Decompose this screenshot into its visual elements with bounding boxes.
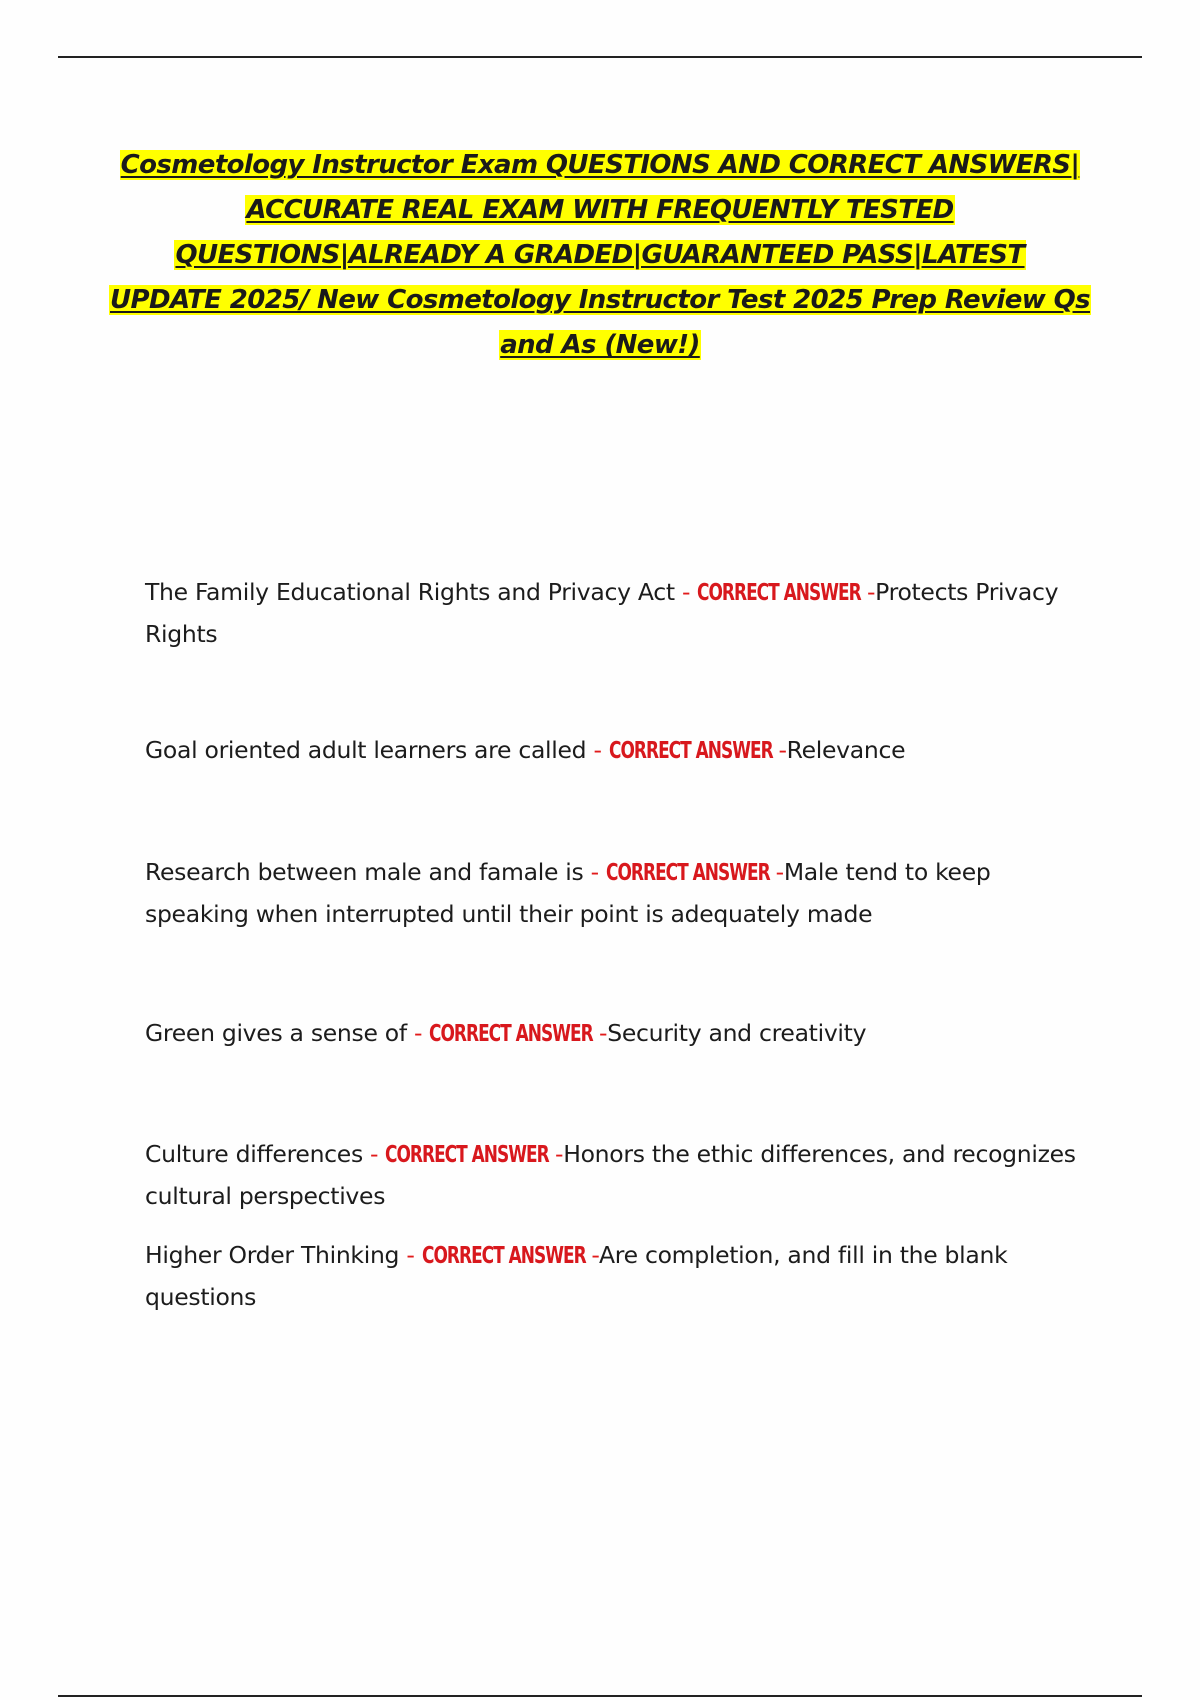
title-line: QUESTIONS|ALREADY A GRADED|GUARANTEED PASS|LATEST <box>175 240 1025 270</box>
qa-item <box>145 572 1090 655</box>
title-line: ACCURATE REAL EXAM WITH FREQUENTLY TESTED <box>246 195 954 225</box>
separator: - <box>399 1241 422 1269</box>
answer-dash: - <box>591 1241 600 1269</box>
qa-item <box>145 852 1090 935</box>
answer-text: Protects Privacy Rights <box>145 578 1059 648</box>
footer-rule <box>58 1695 1142 1697</box>
qa-item <box>145 1013 1090 1055</box>
correct-answer-label: CORRECT ANSWER <box>421 1243 586 1269</box>
correct-answer-label: CORRECT ANSWER <box>606 860 770 886</box>
title-line: Cosmetology Instructor Exam QUESTIONS AND CORRECT ANSWERS| <box>120 150 1080 180</box>
question-text: Green gives a sense of <box>145 1019 407 1047</box>
qa-item <box>145 1235 1090 1318</box>
separator: - <box>406 1019 430 1047</box>
separator: - <box>583 858 607 886</box>
correct-answer-label: CORRECT ANSWER <box>385 1142 550 1168</box>
document-title <box>100 143 1100 368</box>
answer-text: Male tend to keep speaking when interrupted until their point is adequately made <box>145 858 991 928</box>
answer-text: Honors the ethic differences, and recognizes cultural perspectives <box>145 1140 1076 1210</box>
question-text: Research between male and famale is <box>145 858 584 886</box>
answer-dash: - <box>555 1140 564 1168</box>
answer-dash: - <box>778 736 787 764</box>
question-text: Goal oriented adult learners are called <box>145 736 587 764</box>
question-text: Higher Order Thinking <box>145 1241 400 1269</box>
answer-text: Security and creativity <box>607 1019 867 1047</box>
answer-dash: - <box>775 858 784 886</box>
question-text: Culture differences <box>145 1140 363 1168</box>
answer-text: Relevance <box>786 736 906 764</box>
qa-item <box>145 1134 1090 1217</box>
separator: - <box>362 1140 386 1168</box>
correct-answer-label: CORRECT ANSWER <box>608 738 773 764</box>
correct-answer-label: CORRECT ANSWER <box>429 1021 594 1047</box>
separator: - <box>674 578 698 606</box>
answer-text: Are completion, and fill in the blank questions <box>145 1241 1008 1311</box>
title-line: and As (New!) <box>500 330 700 360</box>
header-rule <box>58 56 1142 58</box>
answer-dash: - <box>866 578 876 606</box>
title-line: UPDATE 2025/ New Cosmetology Instructor Test 2025 Prep Review Qs <box>110 285 1090 315</box>
answer-dash: - <box>599 1019 608 1047</box>
separator: - <box>586 736 609 764</box>
qa-item <box>145 730 1090 772</box>
correct-answer-label: CORRECT ANSWER <box>697 580 862 606</box>
question-text: The Family Educational Rights and Privacy Act <box>145 578 675 606</box>
